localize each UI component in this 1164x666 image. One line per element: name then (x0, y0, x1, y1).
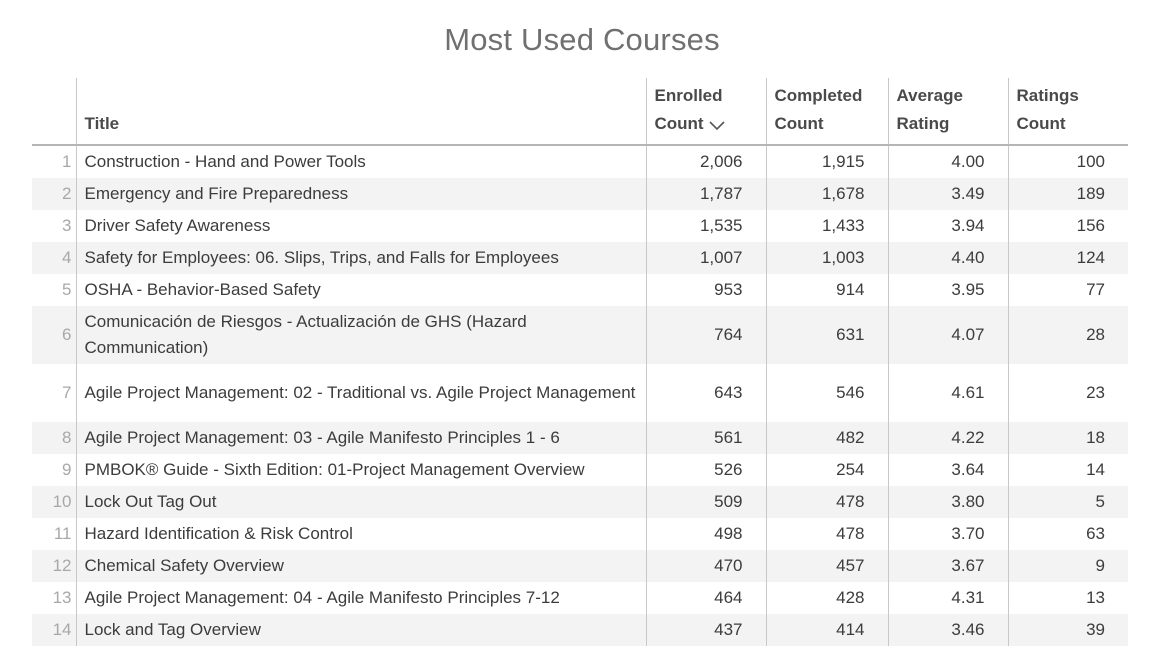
course-title-cell: Emergency and Fire Preparedness (76, 178, 646, 210)
course-title-cell: OSHA - Behavior-Based Safety (84, 280, 321, 299)
course-title-cell: Agile Project Management: 02 - Traditional vs. Agile Project Management (84, 383, 636, 402)
row-index: 6 (32, 306, 76, 364)
row-index: 14 (32, 614, 76, 646)
column-header-completed-label: Completed Count (774, 86, 863, 133)
average-rating-cell: 3.94 (888, 210, 1008, 242)
completed-count-cell: 478 (766, 486, 888, 518)
enrolled-count-cell: 953 (646, 274, 766, 306)
completed-count-cell: 1,433 (766, 210, 888, 242)
row-index: 8 (32, 422, 76, 454)
course-title-cell: Construction - Hand and Power Tools (84, 152, 366, 171)
average-rating-cell: 4.00 (888, 145, 1008, 178)
row-index: 2 (32, 178, 76, 210)
ratings-count-cell: 63 (1008, 518, 1128, 550)
enrolled-count-cell: 561 (646, 422, 766, 454)
completed-count-cell: 546 (766, 364, 888, 422)
row-index: 4 (32, 242, 76, 274)
average-rating-cell: 3.70 (888, 518, 1008, 550)
row-index: 9 (32, 454, 76, 486)
table-row[interactable] (32, 582, 1128, 614)
course-title-cell: Chemical Safety Overview (76, 550, 646, 582)
row-index: 12 (32, 550, 76, 582)
ratings-count-cell: 14 (1008, 454, 1128, 486)
average-rating-cell: 3.46 (888, 614, 1008, 646)
row-index: 10 (32, 486, 76, 518)
column-header-title-label: Title (84, 114, 120, 133)
enrolled-count-cell: 470 (646, 550, 766, 582)
table-row[interactable] (32, 550, 1128, 582)
table-row[interactable] (32, 178, 1128, 210)
ratings-count-cell: 28 (1008, 306, 1128, 364)
enrolled-count-cell: 526 (646, 454, 766, 486)
row-index: 11 (32, 518, 76, 550)
average-rating-cell: 4.22 (888, 422, 1008, 454)
row-index: 13 (32, 582, 76, 614)
enrolled-count-cell: 764 (646, 306, 766, 364)
enrolled-count-cell: 1,535 (646, 210, 766, 242)
ratings-count-cell: 13 (1008, 582, 1128, 614)
ratings-count-cell: 77 (1008, 274, 1128, 306)
course-title-cell: Comunicación de Riesgos - Actualización de GHS (Hazard Communication) (76, 306, 646, 364)
ratings-count-cell: 18 (1008, 422, 1128, 454)
average-rating-cell: 4.31 (888, 582, 1008, 614)
enrolled-count-cell: 464 (646, 582, 766, 614)
table-row[interactable] (32, 274, 1128, 306)
ratings-count-cell: 124 (1008, 242, 1128, 274)
completed-count-cell: 254 (766, 454, 888, 486)
row-index: 3 (32, 210, 76, 242)
completed-count-cell: 457 (766, 550, 888, 582)
row-index: 7 (32, 364, 76, 422)
completed-count-cell: 482 (766, 422, 888, 454)
row-index-header (32, 78, 76, 145)
completed-count-cell: 478 (766, 518, 888, 550)
course-title-cell: PMBOK® Guide - Sixth Edition: 01-Project Management Overview (84, 460, 585, 479)
table-header-row (32, 78, 1128, 145)
table-row[interactable] (32, 242, 1128, 274)
average-rating-cell: 3.67 (888, 550, 1008, 582)
average-rating-cell: 3.64 (888, 454, 1008, 486)
enrolled-count-cell: 2,006 (646, 145, 766, 178)
page-title: Most Used Courses (444, 22, 720, 57)
table-row[interactable] (32, 454, 1128, 486)
table-row[interactable] (32, 210, 1128, 242)
column-header-ratings-label: Ratings Count (1016, 86, 1079, 133)
course-title-cell: Safety for Employees: 06. Slips, Trips, and Falls for Employees (76, 242, 646, 274)
completed-count-cell: 914 (766, 274, 888, 306)
average-rating-cell: 4.40 (888, 242, 1008, 274)
ratings-count-cell: 156 (1008, 210, 1128, 242)
table-row[interactable] (32, 614, 1128, 646)
ratings-count-cell: 189 (1008, 178, 1128, 210)
enrolled-count-cell: 509 (646, 486, 766, 518)
row-index: 5 (32, 274, 76, 306)
completed-count-cell: 631 (766, 306, 888, 364)
courses-table (32, 78, 1128, 646)
column-header-average-rating[interactable] (888, 78, 1008, 145)
course-title-cell: Agile Project Management: 04 - Agile Manifesto Principles 7-12 (84, 588, 560, 607)
course-title-cell: Lock Out Tag Out (76, 486, 646, 518)
average-rating-cell: 3.95 (888, 274, 1008, 306)
average-rating-cell: 3.49 (888, 178, 1008, 210)
completed-count-cell: 1,678 (766, 178, 888, 210)
completed-count-cell: 1,003 (766, 242, 888, 274)
average-rating-cell: 4.61 (888, 364, 1008, 422)
enrolled-count-cell: 498 (646, 518, 766, 550)
ratings-count-cell: 100 (1008, 145, 1128, 178)
course-title-cell: Hazard Identification & Risk Control (84, 524, 353, 543)
completed-count-cell: 428 (766, 582, 888, 614)
course-title-cell: Lock and Tag Overview (76, 614, 646, 646)
average-rating-cell: 4.07 (888, 306, 1008, 364)
table-row[interactable] (32, 145, 1128, 178)
ratings-count-cell: 9 (1008, 550, 1128, 582)
average-rating-cell: 3.80 (888, 486, 1008, 518)
enrolled-count-cell: 1,007 (646, 242, 766, 274)
column-header-enrolled-count[interactable] (646, 78, 766, 145)
column-header-average-label: Average Rating (896, 86, 963, 133)
table-row[interactable] (32, 306, 1128, 364)
row-index: 1 (32, 145, 76, 178)
course-title-cell: Driver Safety Awareness (84, 216, 271, 235)
enrolled-count-cell: 643 (646, 364, 766, 422)
column-header-ratings-count[interactable] (1008, 78, 1128, 145)
column-header-completed-count[interactable] (766, 78, 888, 145)
column-header-enrolled-label: Enrolled Count (654, 86, 723, 133)
completed-count-cell: 1,915 (766, 145, 888, 178)
column-header-title[interactable] (76, 78, 646, 145)
completed-count-cell: 414 (766, 614, 888, 646)
table-row[interactable] (32, 422, 1128, 454)
enrolled-count-cell: 437 (646, 614, 766, 646)
course-title-cell: Agile Project Management: 03 - Agile Manifesto Principles 1 - 6 (76, 422, 646, 454)
ratings-count-cell: 5 (1008, 486, 1128, 518)
table-row[interactable] (32, 364, 1128, 422)
table-row[interactable] (32, 518, 1128, 550)
table-row[interactable] (32, 486, 1128, 518)
enrolled-count-cell: 1,787 (646, 178, 766, 210)
chevron-down-icon[interactable] (708, 119, 726, 131)
ratings-count-cell: 23 (1008, 364, 1128, 422)
ratings-count-cell: 39 (1008, 614, 1128, 646)
